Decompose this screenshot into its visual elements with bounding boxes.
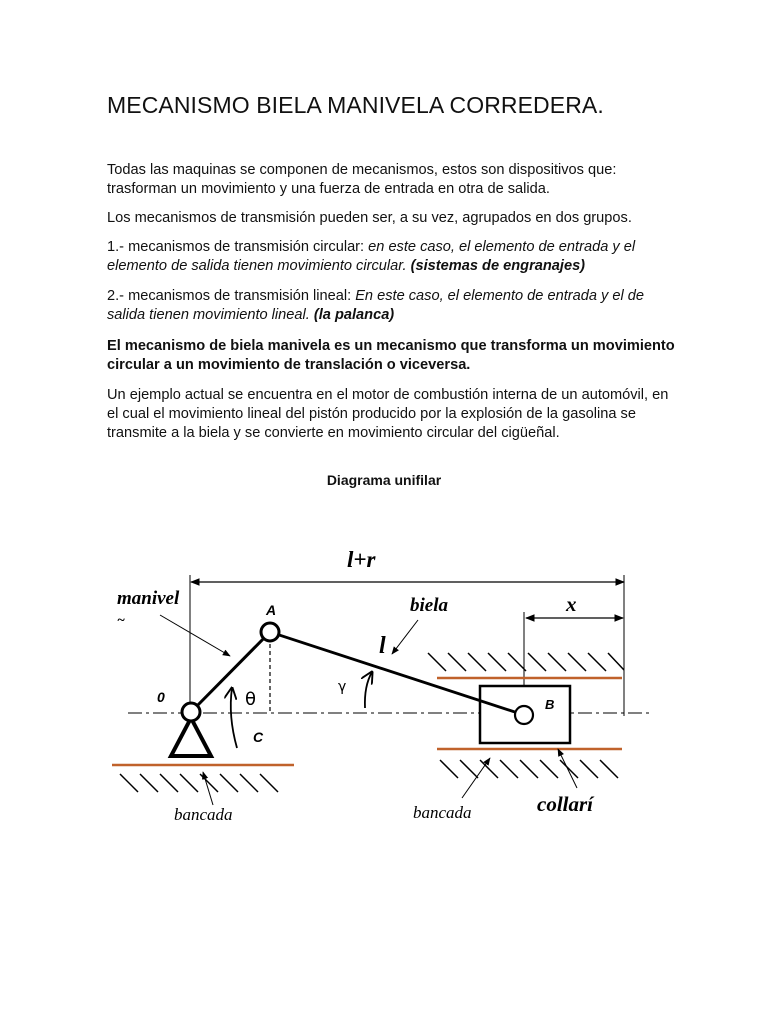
linear-prefix: 2.- mecanismos de transmisión lineal: <box>107 288 356 304</box>
label-l: l <box>379 633 386 659</box>
paragraph-example: Un ejemplo actual se encuentra en el motor de combustión interna de un automóvil, en el cual el movimiento lineal del pistón producido por la explosión de la gasolina se transmite a la biela y se convierte en movimiento circular del cigüeñal. <box>107 387 669 441</box>
circular-description: en este caso, el elemento de entrada y el elemento de salida tienen movimiento circular. <box>107 239 636 274</box>
linear-example: (la palanca) <box>313 307 395 323</box>
circular-prefix: 1.- mecanismos de transmisión circular: <box>107 239 369 255</box>
pointer-collari <box>558 749 577 788</box>
paragraph-groups: Los mecanismos de transmisión pueden ser, a su vez, agrupados en dos grupos. <box>107 210 632 226</box>
label-biela: biela <box>410 595 448 616</box>
paragraph-definition: El mecanismo de biela manivela es un mecanismo que transforma un movimiento circular a un movimiento de translación o viceversa. <box>107 338 675 373</box>
label-bancada-left: bancada <box>174 805 233 824</box>
paragraph-circular <box>107 238 682 276</box>
connecting-rod <box>270 632 524 715</box>
paragraph-linear <box>107 287 682 325</box>
paragraph-intro: Todas las maquinas se componen de mecanismos, estos son dispositivos que: trasforman un movimiento y una fuerza de entrada en otra de salida. <box>107 162 617 197</box>
label-collari: collarí <box>537 792 593 816</box>
pointer-manivela <box>160 615 230 656</box>
slider-crank-diagram <box>0 520 768 840</box>
linear-description: En este caso, el elemento de entrada y el de salida tienen movimiento lineal. <box>107 288 645 323</box>
label-l-plus-r: l+r <box>347 547 376 572</box>
label-bancada-right: bancada <box>413 803 472 822</box>
label-b: B <box>545 697 555 712</box>
left-base-hatching <box>120 774 278 792</box>
pointer-bancada-right <box>462 758 490 798</box>
label-manivela-tail: ~ <box>117 613 125 628</box>
lower-guide-hatching <box>440 760 618 778</box>
label-c: C <box>253 729 264 745</box>
label-a: A <box>266 602 277 618</box>
page-title: MECANISMO BIELA MANIVELA CORREDERA. <box>107 92 604 118</box>
joint-b <box>515 706 533 724</box>
label-x: x <box>566 592 577 616</box>
label-gamma: γ <box>338 679 347 695</box>
pointer-biela <box>392 620 418 654</box>
pointer-bancada-left <box>203 772 213 805</box>
label-manivela: manivel <box>117 588 180 609</box>
joint-o <box>182 703 200 721</box>
label-o: 0 <box>157 689 165 705</box>
theta-arc-arrow <box>231 688 237 748</box>
fixed-support-triangle <box>171 718 211 756</box>
upper-guide-hatching <box>428 653 624 671</box>
joint-a <box>261 623 279 641</box>
label-theta: θ <box>245 689 257 710</box>
gamma-arc-arrow <box>365 672 372 708</box>
diagram-caption: Diagrama unifilar <box>326 472 442 488</box>
circular-example: (sistemas de engranajes) <box>410 258 586 274</box>
